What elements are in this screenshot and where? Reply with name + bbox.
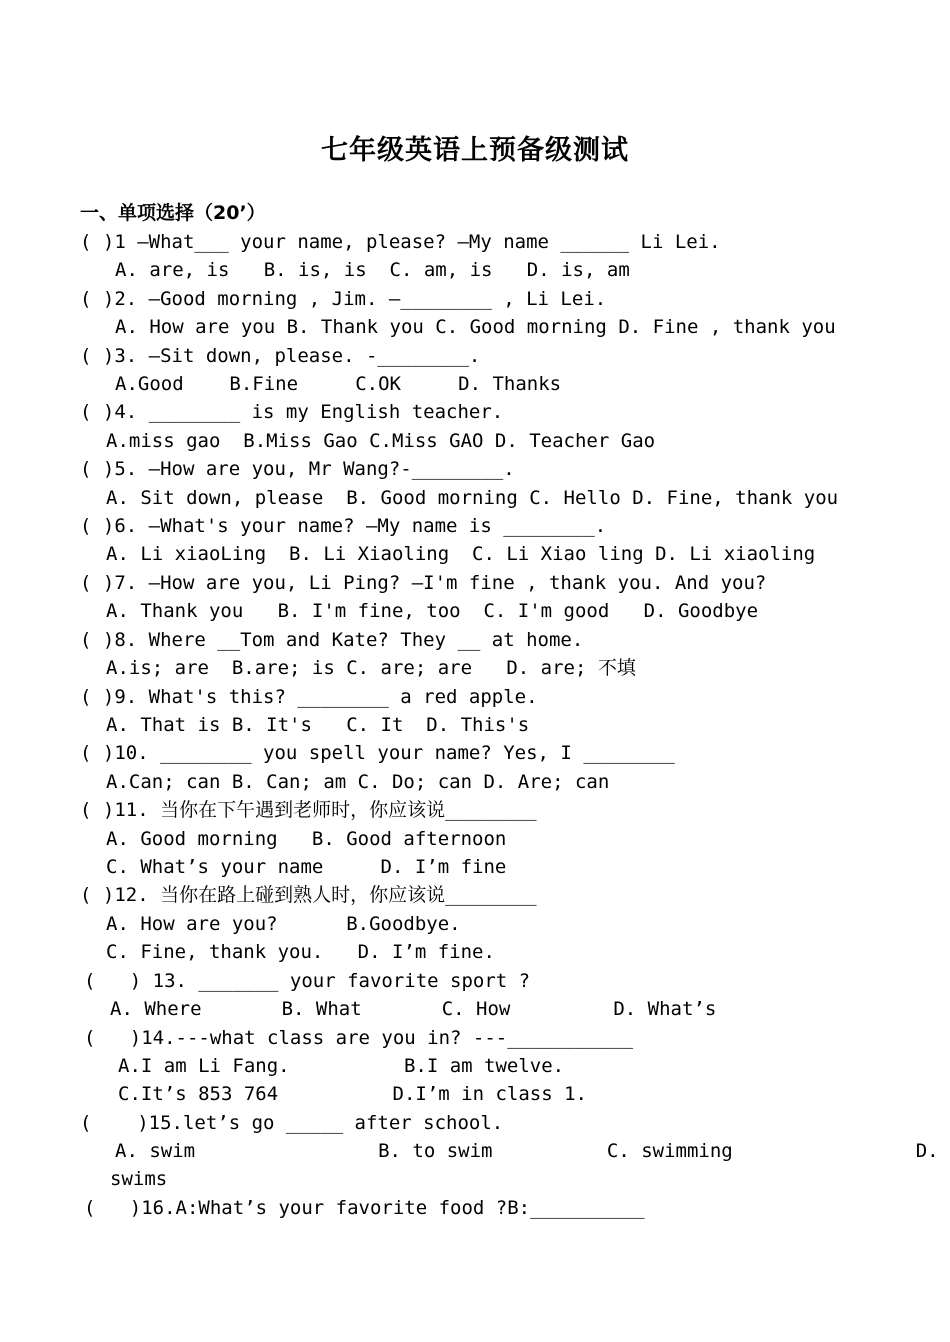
options-8: A.is; are B.are; is C. are; are D. are; 不填	[106, 657, 636, 679]
question-9: ( )9. What's this? ________ a red apple.	[80, 686, 538, 708]
options-5: A. Sit down, please B. Good morning C. Hello D. Fine, thank you	[106, 487, 839, 509]
options-7: A. Thank you B. I'm fine, too C. I'm good D. Goodbye	[106, 600, 759, 622]
question-8: ( )8. Where __Tom and Kate? They __ at home.	[80, 629, 584, 651]
options-10: A.Can; can B. Can; am C. Do; can D. Are; can	[106, 771, 610, 793]
question-6: ( )6. —What's your name? —My name is ________.	[80, 515, 607, 537]
question-12: ( )12. 当你在路上碰到熟人时，你应该说________	[80, 884, 537, 906]
question-2: ( )2. —Good morning , Jim. —________ , Li Lei.	[80, 288, 607, 310]
options-12a: A. How are you? B.Goodbye.	[106, 913, 461, 935]
options-6: A. Li xiaoLing B. Li Xiaoling C. Li Xiao ling D. Li xiaoling	[106, 543, 816, 565]
question-5: ( )5. —How are you, Mr Wang?-________.	[80, 458, 515, 480]
question-15: ( )15.let’s go _____ after school.	[80, 1112, 504, 1134]
options-11b: C. What’s your name D. I’m fine	[106, 856, 507, 878]
options-14b: C.It’s 853 764 D.I’m in class 1.	[118, 1083, 587, 1105]
options-14a: A.I am Li Fang. B.I am twelve.	[118, 1055, 565, 1077]
options-2: A. How are you B. Thank you C. Good morning D. Fine , thank you	[115, 316, 836, 338]
question-11: ( )11. 当你在下午遇到老师时，你应该说________	[80, 799, 537, 821]
question-14: ( )14.---what class are you in? ---___________	[84, 1027, 634, 1049]
question-3: ( )3. —Sit down, please. -________.	[80, 345, 481, 367]
options-12b: C. Fine, thank you. D. I’m fine.	[106, 941, 495, 963]
options-13: A. Where B. What C. How D. What’s	[110, 998, 717, 1020]
options-9: A. That is B. It's C. It D. This's	[106, 714, 530, 736]
question-1: ( )1 —What___ your name, please? —My name ______ Li Lei.	[80, 231, 721, 253]
question-4: ( )4. ________ is my English teacher.	[80, 401, 504, 423]
question-16: ( )16.A:What’s your favorite food ?B:__________	[84, 1197, 645, 1219]
options-15b: swims	[110, 1168, 168, 1190]
options-4: A.miss gao B.Miss Gao C.Miss GAO D. Teacher Gao	[106, 430, 656, 452]
page-title: 七年级英语上预备级测试	[321, 135, 629, 166]
options-3: A.Good B.Fine C.OK D. Thanks	[115, 373, 562, 395]
question-13: ( ) 13. _______ your favorite sport ?	[84, 970, 531, 992]
question-7: ( )7. —How are you, Li Ping? —I'm fine , thank you. And you?	[80, 572, 767, 594]
question-10: ( )10. ________ you spell your name? Yes, I ________	[80, 742, 675, 764]
options-11a: A. Good morning B. Good afternoon	[106, 828, 507, 850]
options-15a: A. swim B. to swim C. swimming D.	[115, 1140, 939, 1162]
section-heading: 一、单项选择（20’）	[80, 202, 266, 224]
options-1: A. are, is B. is, is C. am, is D. is, am	[115, 259, 630, 281]
